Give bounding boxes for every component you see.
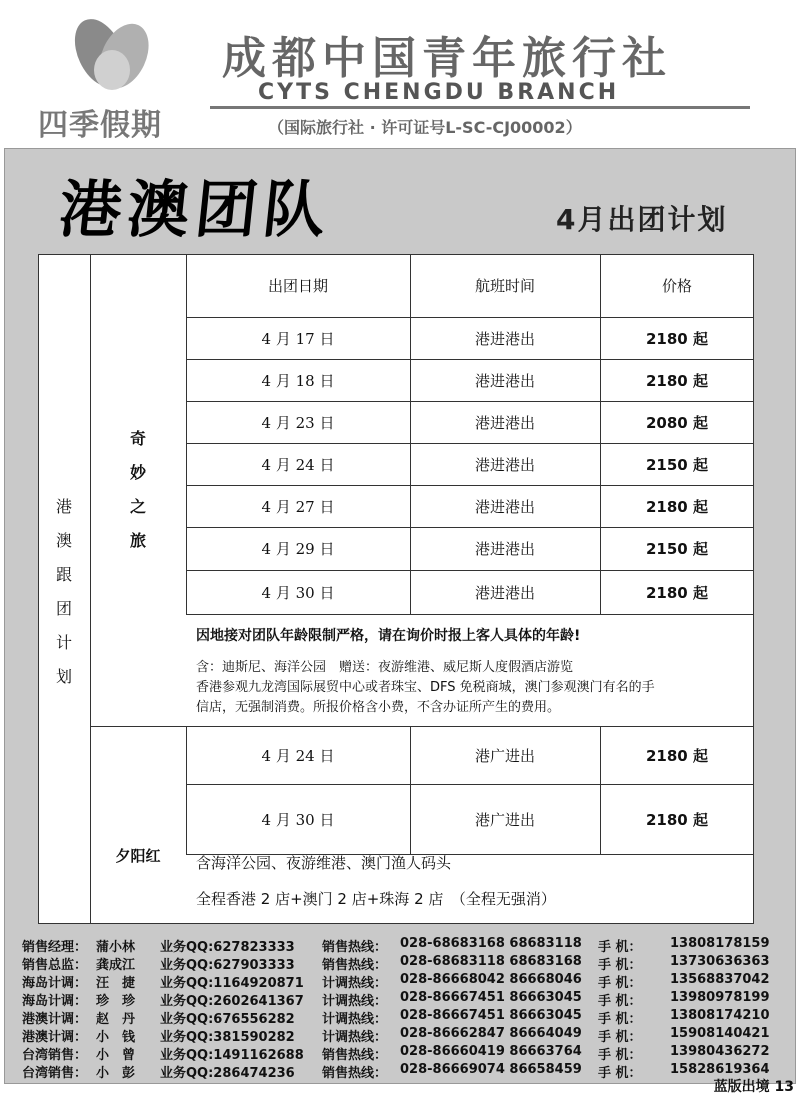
company-english-name: CYTS CHENGDU BRANCH: [258, 80, 620, 105]
row-price: 2180 起: [646, 746, 708, 765]
contact-hotline: 028-86660419 86663764: [400, 1044, 582, 1059]
contact-mobile: 13980436272: [670, 1044, 770, 1059]
contact-hotline: 028-86667451 86663045: [400, 990, 582, 1005]
contact-mobile-label: 手 机：: [598, 1048, 642, 1063]
row-date: 4 月 23 日: [261, 413, 335, 432]
row-price: 2080 起: [646, 413, 708, 432]
contact-mobile: 15908140421: [670, 1026, 770, 1041]
contact-mobile-label: 手 机：: [598, 1066, 642, 1081]
row-date: 4 月 18 日: [261, 371, 335, 390]
group-name: 奇 妙 之 旅: [129, 429, 146, 550]
age-warning: 因地接对团队年龄限制严格，请在询价时报上客人具体的年龄!: [196, 628, 581, 644]
schedule-table: [38, 254, 754, 924]
contact-hotline: 028-86667451 86663045: [400, 1008, 582, 1023]
contact-row: [20, 1008, 790, 1026]
contact-qq: 业务QQ:627823333: [160, 940, 295, 955]
contact-qq: 业务QQ:676556282: [160, 1012, 295, 1027]
row-price: 2180 起: [646, 583, 708, 602]
row-date: 4 月 30 日: [261, 583, 335, 602]
contact-qq: 业务QQ:286474236: [160, 1066, 295, 1081]
row-price: 2180 起: [646, 810, 708, 829]
header-flight: 航班时间: [474, 277, 535, 295]
row-date: 4 月 24 日: [261, 455, 335, 474]
row-flight: 港进港出: [474, 497, 535, 516]
contact-mobile: 13808178159: [670, 936, 770, 951]
contact-qq: 业务QQ:627903333: [160, 958, 295, 973]
header-divider: [210, 106, 750, 109]
logo-text: 四季假期: [38, 108, 162, 143]
row-divider: [186, 614, 754, 615]
contact-hotline: 028-68683168 68683118: [400, 936, 582, 951]
page-subtitle: 4月出团计划: [556, 203, 728, 236]
contact-row: [20, 1044, 790, 1062]
row-date: 4 月 27 日: [261, 497, 335, 516]
contact-name: 小 彭: [96, 1066, 136, 1081]
contact-row: [20, 1026, 790, 1044]
contact-row: [20, 1062, 790, 1080]
contact-role: 港澳计调：: [22, 1012, 88, 1027]
header-date: 出团日期: [267, 277, 328, 295]
contact-name: 小 曾: [96, 1048, 136, 1063]
page-header: [0, 0, 800, 148]
contact-hotline: 028-86668042 86668046: [400, 972, 582, 987]
contact-hotline-label: 计调热线：: [322, 1012, 388, 1027]
contact-hotline: 028-68683118 68683168: [400, 954, 582, 969]
contact-hotline-label: 计调热线：: [322, 976, 388, 991]
contact-name: 小 钱: [96, 1030, 136, 1045]
contact-role: 海岛计调：: [22, 976, 88, 991]
group-notes: 含海洋公园、夜游维港、澳门渔人码头 全程香港 2 店+澳门 2 店+珠海 2 店 （全程无强消）: [196, 854, 556, 908]
row-date: 4 月 29 日: [261, 540, 335, 558]
contact-mobile-label: 手 机：: [598, 976, 642, 991]
contact-role: 海岛计调：: [22, 994, 88, 1009]
contact-name: 蒲小林: [96, 940, 136, 955]
row-date: 4 月 24 日: [261, 746, 335, 765]
company-name: 成都中国青年旅行社: [222, 33, 672, 84]
contact-name: 珍 珍: [96, 994, 136, 1009]
contact-mobile: 13568837042: [670, 972, 770, 987]
contact-qq: 业务QQ:2602641367: [160, 994, 304, 1009]
contact-mobile-label: 手 机：: [598, 940, 642, 955]
contact-role: 港澳计调：: [22, 1030, 88, 1045]
contact-hotline: 028-86662847 86664049: [400, 1026, 582, 1041]
row-flight: 港进港出: [474, 540, 535, 558]
contact-qq: 业务QQ:1491162688: [160, 1048, 304, 1063]
contact-row: [20, 990, 790, 1008]
row-date: 4 月 17 日: [261, 329, 335, 348]
contact-mobile: 13980978199: [670, 990, 770, 1005]
section-label: 港 澳 跟 团 计 划: [55, 497, 72, 686]
group-name: 夕阳红: [115, 846, 161, 865]
row-price: 2180 起: [646, 329, 708, 348]
contact-qq: 业务QQ:381590282: [160, 1030, 295, 1045]
contact-hotline-label: 计调热线：: [322, 1030, 388, 1045]
contact-qq: 业务QQ:1164920871: [160, 976, 304, 991]
contact-hotline-label: 销售热线：: [322, 1066, 388, 1081]
contact-mobile-label: 手 机：: [598, 1030, 642, 1045]
contact-hotline-label: 销售热线：: [322, 940, 388, 955]
row-flight: 港进港出: [474, 583, 535, 602]
contact-mobile: 15828619364: [670, 1062, 770, 1077]
contact-mobile: 13808174210: [670, 1008, 770, 1023]
contact-role: 台湾销售：: [22, 1066, 88, 1081]
contact-role: 台湾销售：: [22, 1048, 88, 1063]
row-flight: 港广进出: [474, 746, 535, 765]
row-price: 2180 起: [646, 497, 708, 516]
contact-row: [20, 936, 790, 954]
contact-row: [20, 954, 790, 972]
row-flight: 港进港出: [474, 371, 535, 390]
row-price: 2180 起: [646, 371, 708, 390]
contact-name: 龚成江: [96, 958, 136, 973]
row-price: 2150 起: [646, 540, 708, 558]
contact-role: 销售经理：: [22, 940, 88, 955]
row-flight: 港进港出: [474, 329, 535, 348]
contact-hotline: 028-86669074 86658459: [400, 1062, 582, 1077]
contact-role: 销售总监：: [22, 958, 88, 973]
row-flight: 港进港出: [474, 455, 535, 474]
contact-mobile-label: 手 机：: [598, 958, 642, 973]
page-title: 港澳团队: [55, 173, 336, 246]
company-logo-icon: [62, 8, 162, 108]
page-footer: 蓝版出境 13: [713, 1079, 794, 1095]
contact-mobile-label: 手 机：: [598, 1012, 642, 1027]
group-notes: 含：迪斯尼、海洋公园 赠送：夜游维港、威尼斯人度假酒店游览 香港参观九龙湾国际展贸中心或者珠宝、DFS 免税商城，澳门参观澳门有名的手 信店，无强制消费。所报价格含小费，不含办证所产生的费用。: [196, 660, 655, 715]
contact-mobile: 13730636363: [670, 954, 770, 969]
row-flight: 港进港出: [474, 413, 535, 432]
license-number: （国际旅行社 · 许可证号L-SC-CJ00002）: [268, 118, 582, 137]
row-price: 2150 起: [646, 455, 708, 474]
row-flight: 港广进出: [474, 810, 535, 829]
contact-mobile-label: 手 机：: [598, 994, 642, 1009]
row-date: 4 月 30 日: [261, 810, 335, 829]
header-price: 价格: [661, 277, 692, 295]
contact-hotline-label: 销售热线：: [322, 1048, 388, 1063]
contact-name: 赵 丹: [96, 1012, 136, 1027]
contact-hotline-label: 销售热线：: [322, 958, 388, 973]
contact-name: 汪 捷: [96, 976, 136, 991]
contact-hotline-label: 计调热线：: [322, 994, 388, 1009]
contact-row: [20, 972, 790, 990]
